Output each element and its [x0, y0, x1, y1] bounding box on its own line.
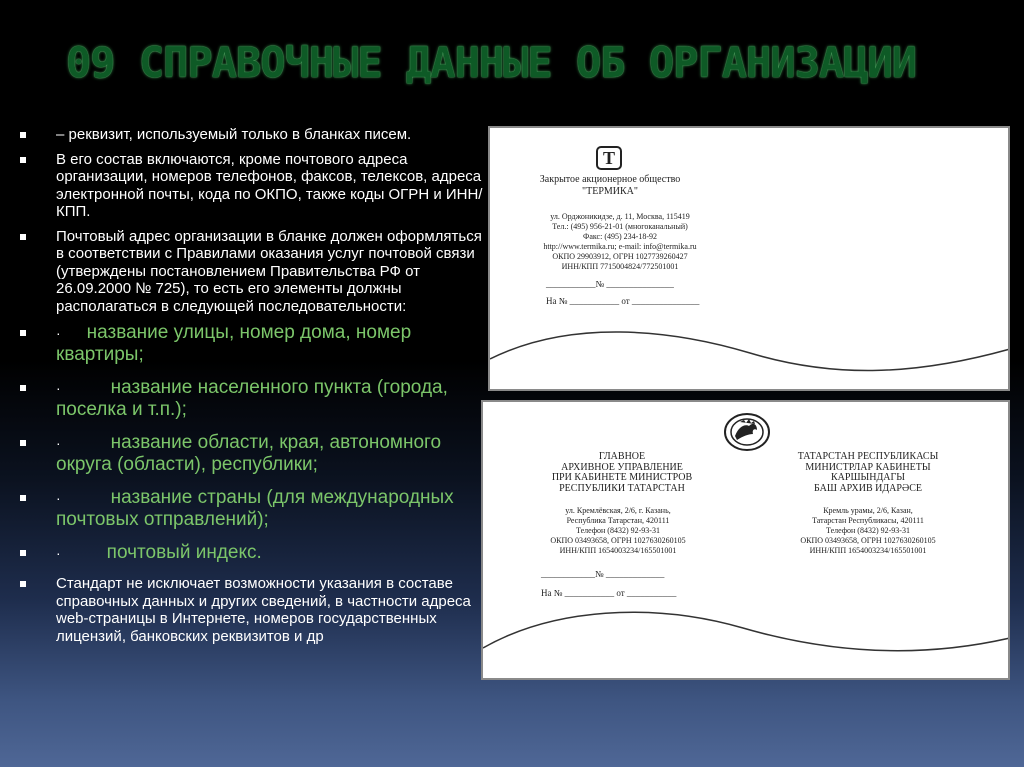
address-dot: ·: [56, 380, 61, 396]
bullet-marker: [20, 495, 26, 501]
address-item: [18, 487, 486, 531]
page-edge-wave: [483, 598, 1010, 678]
detail-line: Татарстан Республикасы, 420111: [812, 516, 924, 525]
bullet-list: [18, 126, 486, 726]
heading-line: АРХИВНОЕ УПРАВЛЕНИЕ: [561, 461, 683, 473]
detail-line: Телефон (8432) 92-93-31: [826, 526, 910, 535]
bullet-text: Стандарт не исключает возможности указания в составе справочных данных и других сведений, в частности адреса web-страницы в Интернете, номеров государственных лицензий, банковских реквизитов и др: [56, 575, 471, 645]
heading-line: ТАТАРСТАН РЕСПУБЛИКАСЫ: [797, 451, 939, 462]
archive-heading-tt: [783, 452, 953, 494]
bullet-item: [18, 228, 486, 316]
bullet-item: [18, 575, 486, 645]
heading-line: КАРШЫНДАГЫ: [830, 472, 906, 483]
bullet-marker: [20, 234, 26, 240]
company-logo-icon: T: [596, 146, 622, 170]
detail-line: ул. Кремлёвская, 2/6, г. Казань,: [565, 506, 671, 515]
address-item: [18, 322, 486, 366]
detail-line: ОКПО 03493658, ОГРН 1027630260105: [800, 536, 936, 545]
address-text: название области, края, автономного округа (области), республики;: [56, 432, 442, 475]
bullet-marker: [20, 440, 26, 446]
letter-number-line: ___________№ _______________: [546, 279, 674, 289]
detail-line: Республика Татарстан, 420111: [566, 516, 670, 525]
archive-details-ru: [533, 506, 703, 556]
letter-number-line: ____________№ _____________: [541, 569, 665, 579]
address-item: [18, 377, 486, 421]
bullet-item: [18, 126, 486, 144]
detail-line: ОКПО 03493658, ОГРН 1027630260105: [550, 536, 686, 545]
detail-line: ИНН/КПП 1654003234/165501001: [559, 546, 677, 555]
detail-line: ИНН/КПП 1654003234/165501001: [809, 546, 927, 555]
bullet-text: В его состав включаются, кроме почтового адреса организации, номеров телефонов, факсов, телексов, адреса электронной почты, кода по ОКПО, также коды ОГРН и ИНН/КПП.: [56, 150, 483, 220]
page-edge-wave: [490, 319, 1010, 389]
address-text: почтовый индекс.: [106, 542, 262, 563]
bullet-marker: [20, 157, 26, 163]
address-item: [18, 542, 486, 564]
letterhead-details: [532, 212, 708, 272]
address-dot: ·: [56, 545, 61, 561]
archive-details-tt: [783, 506, 953, 556]
detail-line: Тел.: (495) 956-21-01 (многоканальный): [552, 222, 688, 231]
address-item: [18, 432, 486, 476]
bullet-marker: [20, 385, 26, 391]
bullet-marker: [20, 581, 26, 587]
detail-line: ИНН/КПП 7715004824/772501001: [561, 262, 679, 271]
heading-line: ГЛАВНОЕ: [598, 451, 646, 462]
org-name-line: Закрытое акционерное общество: [539, 174, 681, 185]
detail-line: http://www.termika.ru; e-mail: info@termika.ru: [543, 242, 697, 251]
coat-of-arms-icon: [723, 412, 771, 452]
detail-line: Телефон (8432) 92-93-31: [576, 526, 660, 535]
bullet-text: Почтовый адрес организации в бланке должен оформляться в соответствии с Правилами оказания услуг почтовой связи (утверждены постановлением Правительства РФ от 26.09.2000 № 725), то есть его элементы должны располагаться в следующей последовательности:: [56, 227, 482, 315]
bullet-marker: [20, 550, 26, 556]
detail-line: ул. Орджоникидзе, д. 11, Москва, 115419: [550, 212, 690, 221]
heading-line: РЕСПУБЛИКИ ТАТАРСТАН: [559, 482, 685, 494]
detail-line: ОКПО 29903912, ОГРН 1027739260427: [552, 252, 688, 261]
bullet-text: – реквизит, используемый только в бланках писем.: [56, 126, 412, 143]
heading-line: МИНИСТРЛАР КАБИНЕТЫ: [805, 461, 931, 473]
detail-line: Факс: (495) 234-18-92: [583, 232, 657, 241]
detail-line: Кремль урамы, 2/6, Казан,: [823, 506, 913, 515]
address-text: название страны (для международных почтовых отправлений);: [56, 487, 454, 530]
address-text: название населенного пункта (города, поселка и т.п.);: [56, 377, 448, 420]
org-name-line: "ТЕРМИКА": [582, 186, 638, 197]
archive-heading-ru: [537, 452, 707, 494]
bullet-item: [18, 151, 486, 221]
letterhead-sample-archive: [481, 400, 1010, 680]
heading-line: БАШ АРХИВ ИДАРӘСЕ: [814, 482, 922, 494]
letter-reference-line: На № ___________ от ___________: [541, 588, 677, 598]
bullet-marker: [20, 330, 26, 336]
letterhead-org-name: [530, 174, 690, 198]
bullet-marker: [20, 132, 26, 138]
address-dot: ·: [56, 490, 61, 506]
letter-reference-line: На № ___________ от _______________: [546, 296, 700, 306]
address-dot: ·: [56, 435, 61, 451]
heading-line: ПРИ КАБИНЕТЕ МИНИСТРОВ: [551, 472, 693, 483]
letterhead-sample-termika: [488, 126, 1010, 391]
address-dot: ·: [56, 325, 61, 341]
slide-title: 09 СПРАВОЧНЫЕ ДАННЫЕ ОБ ОРГАНИЗАЦИИ: [66, 38, 917, 87]
address-text: название улицы, номер дома, номер квартиры;: [56, 322, 412, 365]
